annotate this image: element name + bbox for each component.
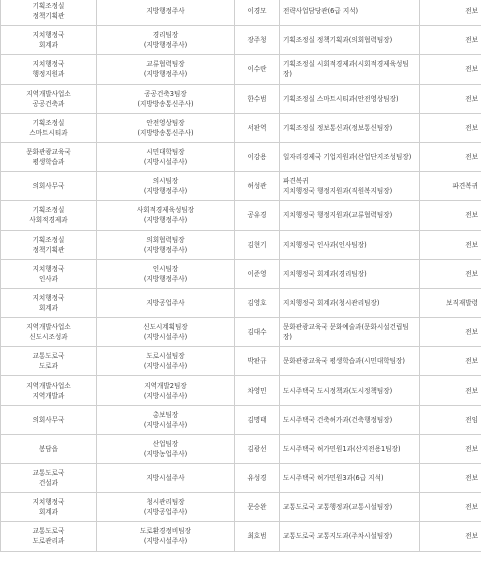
from-department-cell: 교통도로국 도로관리과: [1, 522, 97, 551]
from-position-cell: 지역개발2팀장 (지방시설주사): [97, 376, 235, 405]
to-department-cell: 전략사업담당관(6급 지석): [280, 0, 420, 26]
table-row: [1, 434, 481, 463]
table-row: [1, 376, 481, 405]
table-row: [1, 113, 481, 142]
table-row: [1, 464, 481, 493]
from-department-cell: 지역개발사업소 신도시조성과: [1, 318, 97, 347]
from-department-cell: 교통도로국 건설과: [1, 464, 97, 493]
to-department-cell: 지치행정국 회계과(청시관리팀장): [280, 288, 420, 317]
from-position-cell: 지방공업주사: [97, 288, 235, 317]
table-row: [1, 201, 481, 230]
table-row: [1, 259, 481, 288]
employee-name-cell: 이강용: [235, 142, 280, 171]
from-department-cell: 봉담읍: [1, 434, 97, 463]
from-position-cell: 사회적경제육성팀장 (지방행정주사): [97, 201, 235, 230]
employee-name-cell: 김광선: [235, 434, 280, 463]
employee-name-cell: 김명태: [235, 405, 280, 434]
employee-name-cell: 허성관: [235, 172, 280, 201]
employee-name-cell: 김현기: [235, 230, 280, 259]
employee-name-cell: 박판규: [235, 347, 280, 376]
action-type-cell: 전보: [420, 84, 481, 113]
from-position-cell: 경리팀장 (지방행정주사): [97, 26, 235, 55]
action-type-cell: 전보: [420, 230, 481, 259]
employee-name-cell: 서판역: [235, 113, 280, 142]
from-position-cell: 시민대학팀장 (지방시설주사): [97, 142, 235, 171]
from-position-cell: 공공건축3팀장 (지방방송통신주사): [97, 84, 235, 113]
employee-name-cell: 이수란: [235, 55, 280, 84]
action-type-cell: 전보: [420, 26, 481, 55]
from-department-cell: 의회사무국: [1, 405, 97, 434]
action-type-cell: 전보: [420, 113, 481, 142]
from-department-cell: 지치행정국 회계과: [1, 26, 97, 55]
from-department-cell: 기획조정실 스마트시티과: [1, 113, 97, 142]
to-department-cell: 기획조정실 시회적경제과(시회적경제육성팀장): [280, 55, 420, 84]
from-department-cell: 기획조정실 사회적경제과: [1, 201, 97, 230]
from-position-cell: 도로시설팀장 (지방시설주사): [97, 347, 235, 376]
table-row: [1, 347, 481, 376]
from-department-cell: 지치행정국 행정지원과: [1, 55, 97, 84]
employee-name-cell: 장주청: [235, 26, 280, 55]
action-type-cell: 전보: [420, 522, 481, 551]
table-row: [1, 493, 481, 522]
action-type-cell: 전보: [420, 142, 481, 171]
to-department-cell: 도시주택국 도시정책과(도시정책팀장): [280, 376, 420, 405]
from-position-cell: 안전영상팀장 (지방방송통신주사): [97, 113, 235, 142]
table-row: [1, 84, 481, 113]
action-type-cell: 전보: [420, 0, 481, 26]
table-row: [1, 55, 481, 84]
table-row: [1, 522, 481, 551]
from-department-cell: 지역개발사업소 지역개발과: [1, 376, 97, 405]
from-position-cell: 신도시계획팀장 (지방시설주사): [97, 318, 235, 347]
employee-name-cell: 이경모: [235, 0, 280, 26]
action-type-cell: 전보: [420, 55, 481, 84]
to-department-cell: 문화관광교육국 평생학습과(시민대학팀장): [280, 347, 420, 376]
from-position-cell: 교류협력팀장 (지방행정주사): [97, 55, 235, 84]
from-department-cell: 지역개발사업소 공공건축과: [1, 84, 97, 113]
to-department-cell: 교통도로국 교통지도과(주차시설팀장): [280, 522, 420, 551]
from-position-cell: 도로환경정비팀장 (지방시설주사): [97, 522, 235, 551]
action-type-cell: 전보: [420, 464, 481, 493]
action-type-cell: 전보: [420, 318, 481, 347]
to-department-cell: 기획조정실 정보통신과(정보통신팀장): [280, 113, 420, 142]
action-type-cell: 전보: [420, 347, 481, 376]
from-position-cell: 의시팀장 (지방행정주사): [97, 172, 235, 201]
action-type-cell: 전보: [420, 493, 481, 522]
employee-name-cell: 유성경: [235, 464, 280, 493]
table-row: [1, 405, 481, 434]
to-department-cell: 기획조정실 정책기획과(의회협력팀장): [280, 26, 420, 55]
to-department-cell: 도시주택국 건축허가과(건축행정팀장): [280, 405, 420, 434]
employee-name-cell: 최호범: [235, 522, 280, 551]
to-department-cell: 교통도로국 교통행정과(교통시설팀장): [280, 493, 420, 522]
table-row: [1, 0, 481, 26]
to-department-cell: 지치행정국 행정지원과(교류협력팀장): [280, 201, 420, 230]
from-department-cell: 지치행정국 회계과: [1, 493, 97, 522]
to-department-cell: 도시주택국 허가민원1과(산지전용1팀장): [280, 434, 420, 463]
to-department-cell: 문화관광교육국 문화예술과(문화시설건립팀장): [280, 318, 420, 347]
employee-name-cell: 공유경: [235, 201, 280, 230]
action-type-cell: 전임: [420, 405, 481, 434]
from-position-cell: 산업팀장 (지방농업주사): [97, 434, 235, 463]
action-type-cell: 전보: [420, 259, 481, 288]
from-position-cell: 지방시설주사: [97, 464, 235, 493]
table-row: [1, 172, 481, 201]
employee-name-cell: 김영호: [235, 288, 280, 317]
from-department-cell: 지치행정국 회계과: [1, 288, 97, 317]
to-department-cell: 지치행정국 회계과(경리팀장): [280, 259, 420, 288]
table-row: [1, 142, 481, 171]
action-type-cell: 전보: [420, 201, 481, 230]
table-row: [1, 288, 481, 317]
from-position-cell: 청시관리팀장 (지방공업주사): [97, 493, 235, 522]
action-type-cell: 전보: [420, 434, 481, 463]
action-type-cell: 보직재발령: [420, 288, 481, 317]
from-position-cell: 인시팀장 (지방행정주사): [97, 259, 235, 288]
action-type-cell: 파견복귀: [420, 172, 481, 201]
table-row: [1, 318, 481, 347]
action-type-cell: 전보: [420, 376, 481, 405]
table-row: [1, 230, 481, 259]
personnel-table-body: [1, 0, 481, 551]
from-department-cell: 기획조정실 정책기획관: [1, 230, 97, 259]
from-department-cell: 의회사무국: [1, 172, 97, 201]
to-department-cell: 기획조정실 스마트시티과(안전영상팀장): [280, 84, 420, 113]
employee-name-cell: 차영민: [235, 376, 280, 405]
to-department-cell: 파견복귀 지치행정국 행정지원과(직원복지팀장): [280, 172, 420, 201]
from-department-cell: 교통도로국 도로과: [1, 347, 97, 376]
from-department-cell: 문화관광교육국 평생학습과: [1, 142, 97, 171]
from-position-cell: 총보팀장 (지방시설주사): [97, 405, 235, 434]
to-department-cell: 일자리경제국 기업지원과(산업단지조성팀장): [280, 142, 420, 171]
employee-name-cell: 이준영: [235, 259, 280, 288]
employee-name-cell: 한수범: [235, 84, 280, 113]
to-department-cell: 지치행정국 인사과(인사팀장): [280, 230, 420, 259]
table-row: [1, 26, 481, 55]
employee-name-cell: 김대수: [235, 318, 280, 347]
to-department-cell: 도시주택국 허가민원3과(6급 지석): [280, 464, 420, 493]
from-position-cell: 의회협력팀장 (지방행정주사): [97, 230, 235, 259]
from-department-cell: 지치행정국 인사과: [1, 259, 97, 288]
from-department-cell: 기획조정실 정책기획관: [1, 0, 97, 26]
from-position-cell: 지방행정주사: [97, 0, 235, 26]
employee-name-cell: 문승완: [235, 493, 280, 522]
